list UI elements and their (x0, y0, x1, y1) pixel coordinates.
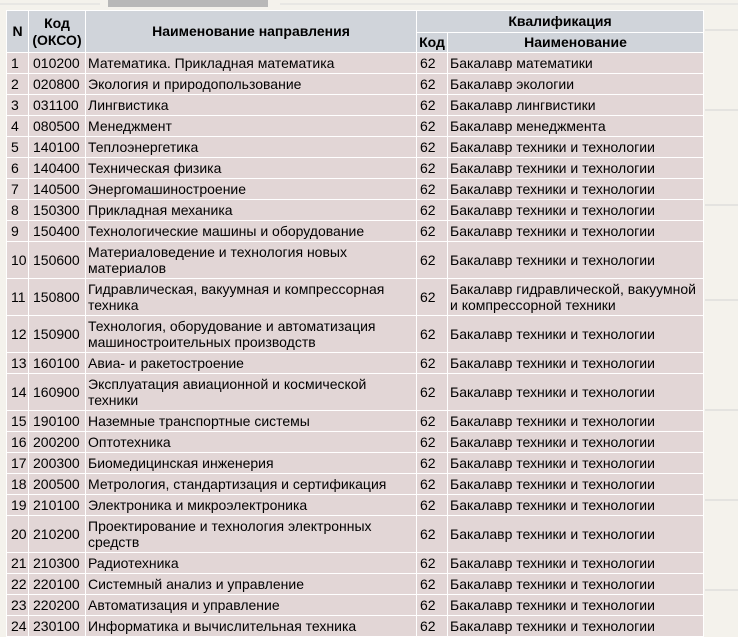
header-qualification-name: Наименование (448, 33, 704, 53)
row-direction-name: Теплоэнергетика (86, 137, 417, 158)
row-qualification-name: Бакалавр техники и технологии (448, 242, 704, 279)
row-okso-code: 200300 (29, 453, 86, 474)
row-direction-name: Эксплуатация авиационной и космической техники (86, 374, 417, 411)
row-okso-code: 140100 (29, 137, 86, 158)
row-qualification-code: 62 (417, 316, 448, 353)
row-okso-code: 190100 (29, 411, 86, 432)
row-number: 15 (7, 411, 29, 432)
row-qualification-name: Бакалавр математики (448, 53, 704, 74)
table-row (7, 200, 704, 221)
row-direction-name: Автоматизация и управление (86, 595, 417, 616)
row-qualification-code: 62 (417, 553, 448, 574)
row-number: 6 (7, 158, 29, 179)
row-qualification-name: Бакалавр техники и технологии (448, 200, 704, 221)
row-number: 2 (7, 74, 29, 95)
table-container (6, 10, 703, 637)
table-row (7, 574, 704, 595)
row-direction-name: Метрология, стандартизация и сертификация (86, 474, 417, 495)
row-qualification-name: Бакалавр гидравлической, вакуумной и компрессорной техники (448, 279, 704, 316)
row-qualification-name: Бакалавр техники и технологии (448, 137, 704, 158)
top-scroll-strip (108, 0, 268, 7)
row-qualification-name: Бакалавр техники и технологии (448, 553, 704, 574)
row-qualification-code: 62 (417, 616, 448, 637)
row-okso-code: 160100 (29, 353, 86, 374)
row-number: 17 (7, 453, 29, 474)
row-qualification-code: 62 (417, 595, 448, 616)
row-number: 21 (7, 553, 29, 574)
row-qualification-name: Бакалавр экологии (448, 74, 704, 95)
row-okso-code: 160900 (29, 374, 86, 411)
row-okso-code: 200500 (29, 474, 86, 495)
row-qualification-code: 62 (417, 432, 448, 453)
row-okso-code: 150600 (29, 242, 86, 279)
row-qualification-name: Бакалавр техники и технологии (448, 158, 704, 179)
row-okso-code: 210100 (29, 495, 86, 516)
row-okso-code: 150300 (29, 200, 86, 221)
row-direction-name: Энергомашиностроение (86, 179, 417, 200)
table-row (7, 242, 704, 279)
table-row (7, 553, 704, 574)
row-number: 22 (7, 574, 29, 595)
table-row (7, 221, 704, 242)
row-okso-code: 010200 (29, 53, 86, 74)
table-row (7, 316, 704, 353)
table-row (7, 374, 704, 411)
row-qualification-name: Бакалавр техники и технологии (448, 495, 704, 516)
row-okso-code: 210200 (29, 516, 86, 553)
header-code-line2: (ОКСО) (32, 31, 82, 48)
header-code (29, 11, 86, 53)
header-qualification: Квалификация (417, 11, 704, 33)
row-qualification-name: Бакалавр техники и технологии (448, 353, 704, 374)
row-okso-code: 230100 (29, 616, 86, 637)
row-direction-name: Технологические машины и оборудование (86, 221, 417, 242)
row-qualification-code: 62 (417, 53, 448, 74)
header-code-line1: Код (44, 14, 70, 31)
table-row (7, 616, 704, 637)
row-qualification-name: Бакалавр лингвистики (448, 95, 704, 116)
row-direction-name: Техническая физика (86, 158, 417, 179)
row-direction-name: Менеджмент (86, 116, 417, 137)
table-row (7, 137, 704, 158)
row-direction-name: Материаловедение и технология новых материалов (86, 242, 417, 279)
row-qualification-code: 62 (417, 474, 448, 495)
row-qualification-name: Бакалавр техники и технологии (448, 316, 704, 353)
row-qualification-name: Бакалавр техники и технологии (448, 616, 704, 637)
table-row (7, 474, 704, 495)
row-qualification-name: Бакалавр техники и технологии (448, 374, 704, 411)
row-direction-name: Прикладная механика (86, 200, 417, 221)
row-qualification-code: 62 (417, 116, 448, 137)
row-direction-name: Математика. Прикладная математика (86, 53, 417, 74)
row-direction-name: Экология и природопользование (86, 74, 417, 95)
header-qualification-code: Код (417, 33, 448, 53)
row-number: 12 (7, 316, 29, 353)
row-okso-code: 020800 (29, 74, 86, 95)
row-number: 11 (7, 279, 29, 316)
header-direction: Наименование направления (86, 11, 417, 53)
row-qualification-code: 62 (417, 242, 448, 279)
table-row (7, 516, 704, 553)
row-number: 14 (7, 374, 29, 411)
row-number: 5 (7, 137, 29, 158)
row-direction-name: Технология, оборудование и автоматизация машиностроительных производств (86, 316, 417, 353)
row-number: 19 (7, 495, 29, 516)
row-qualification-code: 62 (417, 279, 448, 316)
row-direction-name: Информатика и вычислительная техника (86, 616, 417, 637)
table-row (7, 95, 704, 116)
row-qualification-name: Бакалавр техники и технологии (448, 474, 704, 495)
row-number: 16 (7, 432, 29, 453)
table-row (7, 453, 704, 474)
row-okso-code: 150800 (29, 279, 86, 316)
row-number: 9 (7, 221, 29, 242)
row-okso-code: 080500 (29, 116, 86, 137)
row-okso-code: 210300 (29, 553, 86, 574)
row-qualification-code: 62 (417, 74, 448, 95)
row-qualification-code: 62 (417, 495, 448, 516)
row-qualification-name: Бакалавр техники и технологии (448, 221, 704, 242)
table-row (7, 116, 704, 137)
table-row (7, 53, 704, 74)
row-number: 13 (7, 353, 29, 374)
row-qualification-code: 62 (417, 221, 448, 242)
directions-table (6, 10, 704, 637)
row-number: 4 (7, 116, 29, 137)
row-number: 18 (7, 474, 29, 495)
row-direction-name: Авиа- и ракетостроение (86, 353, 417, 374)
row-qualification-code: 62 (417, 516, 448, 553)
row-okso-code: 140500 (29, 179, 86, 200)
row-okso-code: 220200 (29, 595, 86, 616)
row-direction-name: Радиотехника (86, 553, 417, 574)
row-okso-code: 200200 (29, 432, 86, 453)
table-row (7, 74, 704, 95)
row-okso-code: 220100 (29, 574, 86, 595)
row-number: 8 (7, 200, 29, 221)
row-qualification-name: Бакалавр техники и технологии (448, 179, 704, 200)
row-qualification-code: 62 (417, 137, 448, 158)
table-row (7, 279, 704, 316)
row-okso-code: 140400 (29, 158, 86, 179)
row-direction-name: Электроника и микроэлектроника (86, 495, 417, 516)
table-body (7, 53, 704, 637)
table-row (7, 179, 704, 200)
row-qualification-code: 62 (417, 411, 448, 432)
table-row (7, 158, 704, 179)
row-qualification-code: 62 (417, 95, 448, 116)
row-qualification-name: Бакалавр техники и технологии (448, 453, 704, 474)
row-qualification-name: Бакалавр техники и технологии (448, 432, 704, 453)
row-number: 24 (7, 616, 29, 637)
row-qualification-name: Бакалавр техники и технологии (448, 516, 704, 553)
row-okso-code: 031100 (29, 95, 86, 116)
row-qualification-code: 62 (417, 179, 448, 200)
row-okso-code: 150400 (29, 221, 86, 242)
header-n: N (7, 11, 29, 53)
row-qualification-name: Бакалавр техники и технологии (448, 595, 704, 616)
row-direction-name: Гидравлическая, вакуумная и компрессорная техника (86, 279, 417, 316)
row-number: 1 (7, 53, 29, 74)
table-row (7, 495, 704, 516)
row-direction-name: Наземные транспортные системы (86, 411, 417, 432)
row-number: 20 (7, 516, 29, 553)
row-number: 7 (7, 179, 29, 200)
row-qualification-code: 62 (417, 158, 448, 179)
row-qualification-code: 62 (417, 374, 448, 411)
row-qualification-name: Бакалавр техники и технологии (448, 574, 704, 595)
row-qualification-name: Бакалавр техники и технологии (448, 411, 704, 432)
row-direction-name: Биомедицинская инженерия (86, 453, 417, 474)
table-row (7, 595, 704, 616)
row-direction-name: Системный анализ и управление (86, 574, 417, 595)
row-number: 23 (7, 595, 29, 616)
row-qualification-code: 62 (417, 200, 448, 221)
row-qualification-code: 62 (417, 453, 448, 474)
table-row (7, 411, 704, 432)
row-number: 3 (7, 95, 29, 116)
row-direction-name: Оптотехника (86, 432, 417, 453)
row-okso-code: 150900 (29, 316, 86, 353)
row-direction-name: Лингвистика (86, 95, 417, 116)
row-qualification-code: 62 (417, 574, 448, 595)
table-row (7, 432, 704, 453)
row-direction-name: Проектирование и технология электронных средств (86, 516, 417, 553)
row-qualification-name: Бакалавр менеджмента (448, 116, 704, 137)
table-row (7, 353, 704, 374)
row-qualification-code: 62 (417, 353, 448, 374)
row-number: 10 (7, 242, 29, 279)
